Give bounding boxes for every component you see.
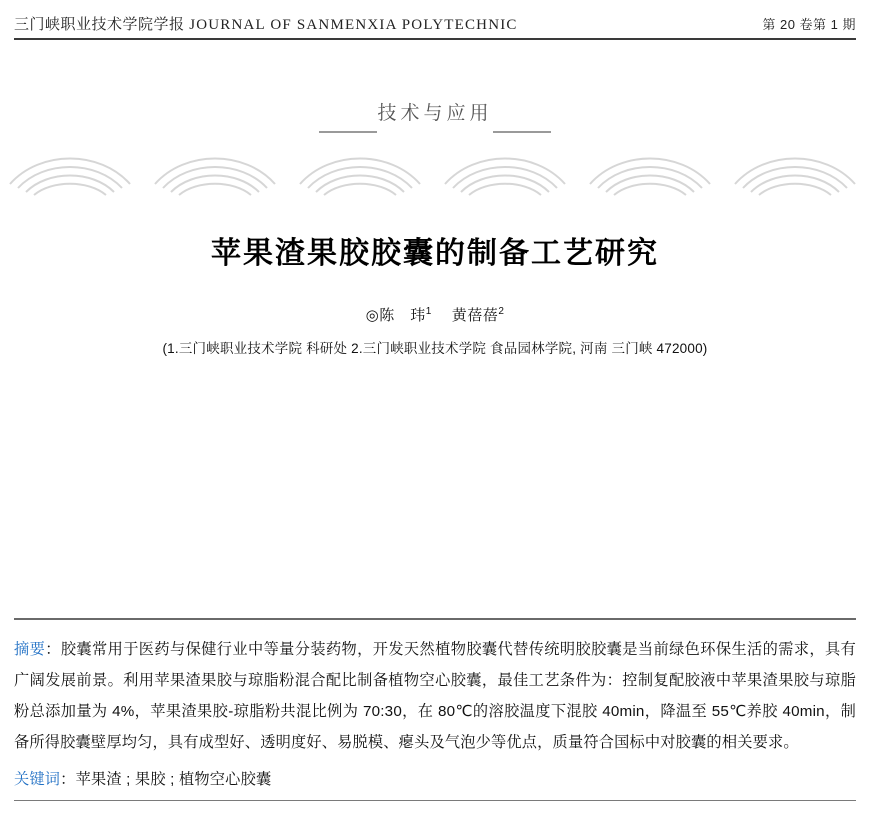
title-block [0, 228, 870, 357]
abstract-label: 摘要 [14, 641, 46, 658]
running-head [14, 8, 856, 38]
abstract-bottom-divider [14, 800, 856, 801]
abstract-colon: ： [45, 641, 61, 658]
journal-title-en: JOURNAL OF SANMENXIA POLYTECHNIC [189, 16, 518, 33]
author-list [0, 304, 870, 325]
page-title: 苹果渣果胶胶囊的制备工艺研究 [211, 237, 659, 270]
keywords-colon: ： [60, 771, 76, 788]
section-label: 技术与应用 [363, 96, 506, 133]
header-divider [14, 38, 856, 40]
journal-title-cn: 三门峡职业技术学院学报 [14, 15, 185, 33]
abstract-section [14, 618, 856, 801]
author-name: 陈 玮 [379, 307, 426, 324]
section-banner [0, 96, 870, 133]
author-affiliation-sup: 1 [425, 306, 432, 317]
running-head-journal [14, 13, 518, 34]
keywords-line [14, 766, 856, 794]
author-affiliation-sup: 2 [498, 306, 505, 317]
running-head-issue: 第 20 卷第 1 期 [762, 16, 856, 32]
decorative-wave-ornament [0, 140, 870, 196]
abstract-top-divider [14, 618, 856, 620]
keywords-text: 苹果渣 ; 果胶 ; 植物空心胶囊 [75, 771, 272, 788]
keywords-label: 关键词 [14, 771, 61, 788]
abstract-text: 胶囊常用于医药与保健行业中等量分装药物，开发天然植物胶囊代替传统明胶胶囊是当前绿色环保生活的需求，具有广阔发展前景。利用苹果渣果胶与琼脂粉混合配比制备植物空心胶囊，最佳工艺条件为：控制复配胶液中苹果渣果胶与琼脂粉总添加量为 4%，苹果渣果胶-琼脂粉共混比例为 70:30，在 80℃的溶胶温度下混胶 40min，降温至 55℃养胶 40min，制备所得胶囊壁厚均匀，具有成型好、透明度好、易脱模、瘪头及气泡少等优点，质量符合国标中对胶囊的相关要求。 [14, 641, 857, 751]
author-name: 黄蓓蓓 [451, 307, 499, 324]
affiliation-line: (1.三门峡职业技术学院 科研处 2.三门峡职业技术学院 食品园林学院, 河南 三门峡 472000) [162, 341, 708, 356]
author-marker-icon: ◎ [365, 307, 380, 324]
abstract-paragraph [14, 634, 856, 758]
